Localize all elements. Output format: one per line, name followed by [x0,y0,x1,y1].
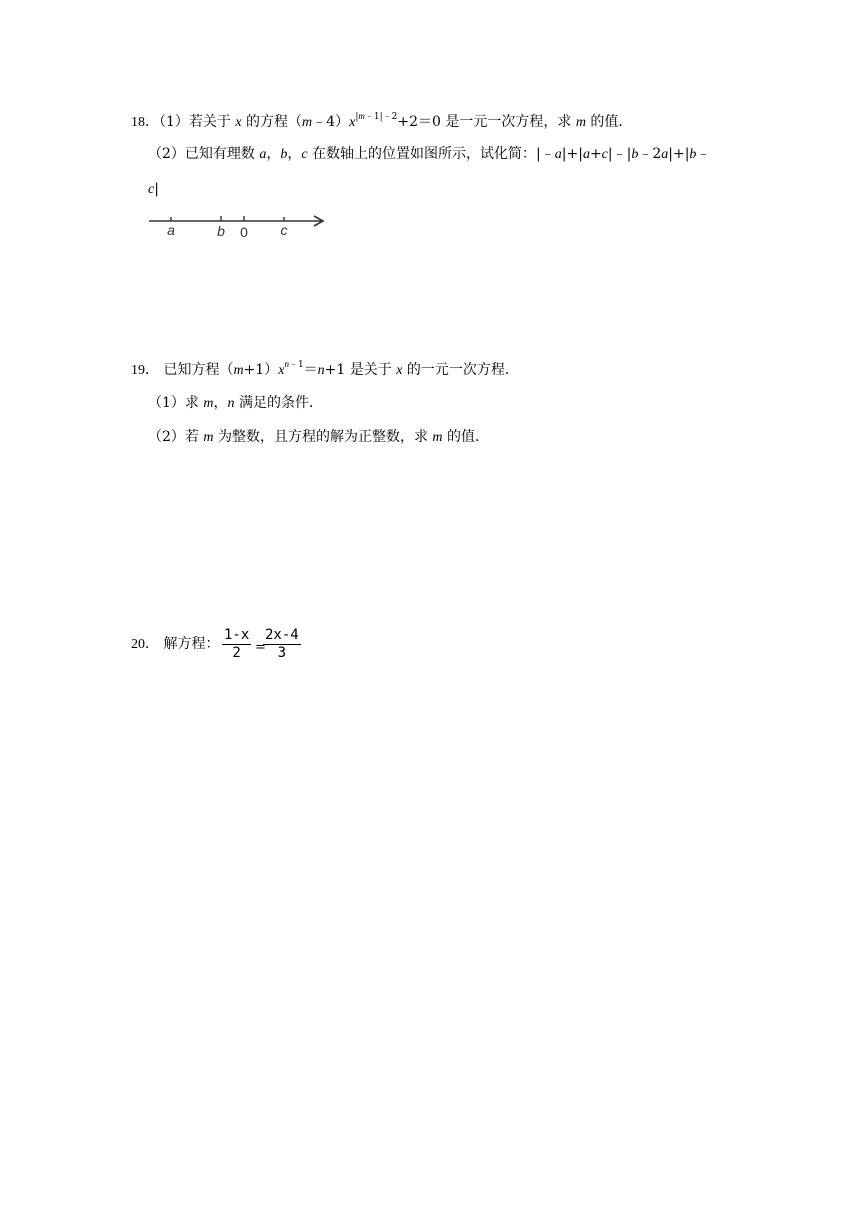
q19-stem-prefix: 已知方程（ [163,362,234,378]
q20-left-denominator: 2 [232,645,241,661]
q18-part1-tail: +2＝0 是一元一次方程，求 [397,114,572,130]
q18-expr-bar-wrap: | [154,181,159,197]
q18-comma2: ， [287,146,302,162]
q19-part2-line [148,427,489,448]
q18-comma1: ， [266,146,281,162]
q18-var-m: m [302,115,313,130]
q19-var-n: n [317,363,325,378]
q19-x-base: x [278,363,285,378]
q19-exp-rest: ﹣1 [288,360,304,371]
q19-stem-line [131,360,519,381]
q18-expr-c: c [601,147,608,162]
q18-expr-minus2: ﹣2 [638,146,662,162]
q18-exp-open: | [355,112,359,123]
q18-part1-mid: 的方程（ [246,114,303,130]
q18-part1-end: 的值． [590,114,633,130]
q18-exp-m: m [358,111,365,122]
q19-eq: ＝ [303,362,318,378]
q18-number: 18． [131,115,159,130]
q19-part2-m2: m [432,430,443,445]
q18-part1-prefix: （1）若关于 [159,114,231,130]
q18-expr-b1: b [631,147,639,162]
q20-right-fraction [263,627,301,662]
q18-part1-line [131,112,632,133]
q19-var-x: x [396,363,403,378]
q18-var-m2: m [575,115,586,130]
q20-right-denominator: 3 [277,645,287,661]
q18-expr-b2: b [689,147,697,162]
q20-left-fraction [222,627,251,662]
q18-expr-a1: a [554,147,562,162]
q19-part1-n: n [227,396,235,411]
q19-exponent [284,360,303,370]
number-line-figure [146,208,328,242]
q20-line [131,634,219,655]
label-b: b [217,223,225,239]
label-zero: 0 [240,224,248,240]
q18-expr-minus: ﹣ [696,146,711,162]
q19-end: 的一元一次方程． [406,362,519,378]
q19-part2-mid: 为整数，且方程的解为正整数，求 [217,429,428,445]
q18-expr-plus: + [589,146,602,162]
q18-minus4: ﹣4） [312,114,350,130]
q18-expr-sep1: |+| [561,146,583,162]
q19-part1-prefix: （1）求 [148,395,199,411]
label-c: c [280,222,288,238]
q18-part2-wrap [148,179,159,200]
q18-part2-prefix: （2）已知有理数 [148,146,255,162]
q18-var-c: c [301,147,308,162]
q19-part1-m: m [203,396,214,411]
q19-exp-n: n [284,359,289,370]
q19-part1-comma: ， [213,395,228,411]
label-a: a [167,222,175,238]
q18-expr-a2: a [582,147,590,162]
q20-left-numerator: 1-x [224,627,250,643]
q19-plus1: +1） [243,362,279,378]
q19-part2-prefix: （2）若 [148,429,199,445]
q18-exp-rest: ﹣1|﹣2 [364,112,398,123]
q19-number: 19． [131,363,159,378]
q18-expr-sep2: |﹣| [607,146,632,162]
q18-exponent [355,112,397,122]
q18-var-b: b [280,147,288,162]
q18-expr-c-wrap: c [148,182,155,197]
q18-expr-sep3: |+| [668,146,690,162]
q18-part2-line [148,144,710,165]
q18-var-a: a [259,147,267,162]
q19-part1-end: 满足的条件． [238,395,323,411]
q18-var-x: x [235,115,242,130]
q18-part2-mid: 在数轴上的位置如图所示，试化简：|﹣ [312,146,555,162]
q19-var-m: m [233,363,244,378]
q19-part2-end: 的值． [446,429,489,445]
q18-expr-a3: a [661,147,669,162]
q19-part1-line [148,393,323,414]
q20-right-numerator: 2x-4 [265,627,299,643]
q20-label: 解方程： [163,636,220,652]
q20-number: 20． [131,637,159,652]
q19-part2-m: m [203,430,214,445]
q19-tail: +1 是关于 [324,362,392,378]
q18-x-base: x [349,115,356,130]
q20-equals: = [255,640,266,655]
